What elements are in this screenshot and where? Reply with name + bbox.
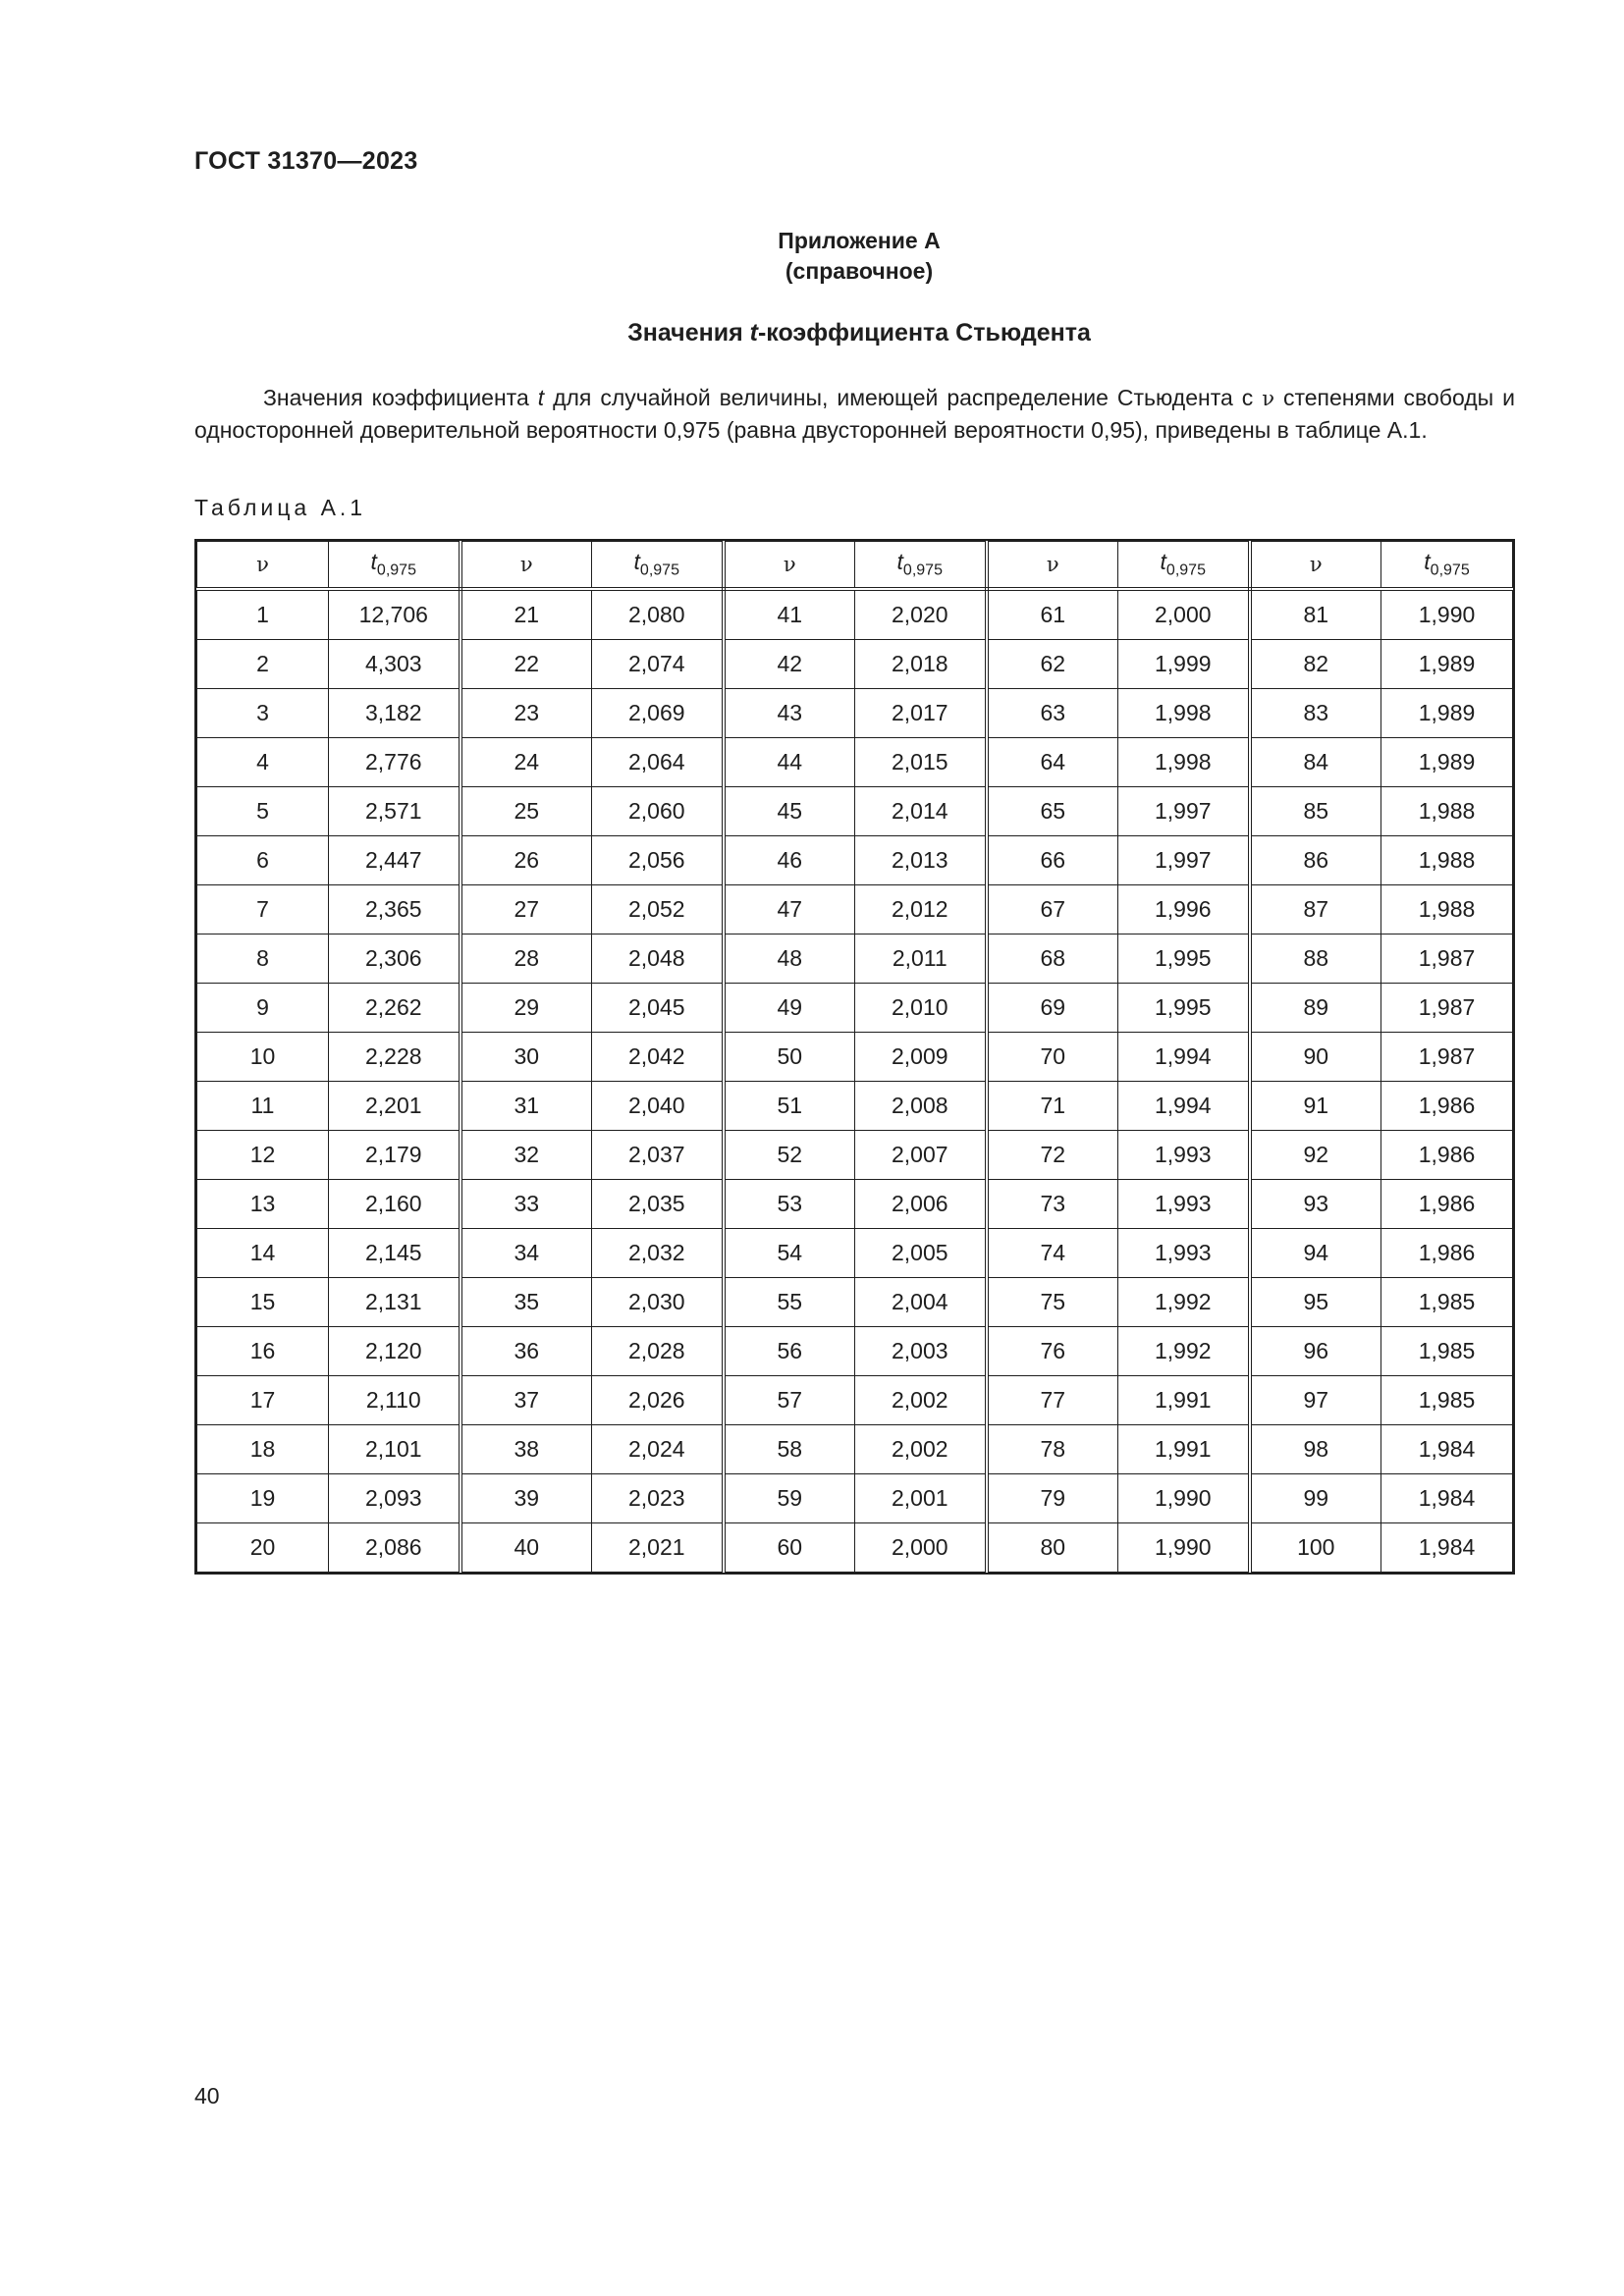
cell-t-value: 2,008	[855, 1082, 987, 1131]
cell-t-value: 2,009	[855, 1033, 987, 1082]
header-nu: ν	[460, 542, 592, 590]
table-row	[197, 1523, 1513, 1573]
cell-nu: 78	[987, 1425, 1118, 1474]
cell-t-value: 2,306	[329, 934, 460, 984]
cell-t-value: 1,989	[1381, 689, 1513, 738]
table-row	[197, 1131, 1513, 1180]
cell-nu: 74	[987, 1229, 1118, 1278]
cell-t-value: 1,992	[1118, 1327, 1250, 1376]
cell-t-value: 2,101	[329, 1425, 460, 1474]
cell-nu: 72	[987, 1131, 1118, 1180]
table-row	[197, 885, 1513, 934]
cell-nu: 30	[460, 1033, 592, 1082]
cell-nu: 6	[197, 836, 329, 885]
cell-t-value: 1,985	[1381, 1278, 1513, 1327]
cell-t-value: 4,303	[329, 640, 460, 689]
cell-t-value: 2,024	[592, 1425, 724, 1474]
cell-t-value: 1,984	[1381, 1474, 1513, 1523]
cell-nu: 69	[987, 984, 1118, 1033]
cell-t-value: 2,005	[855, 1229, 987, 1278]
table-body	[197, 589, 1513, 1573]
cell-nu: 28	[460, 934, 592, 984]
cell-nu: 91	[1250, 1082, 1381, 1131]
cell-nu: 73	[987, 1180, 1118, 1229]
cell-nu: 84	[1250, 738, 1381, 787]
cell-nu: 18	[197, 1425, 329, 1474]
cell-nu: 9	[197, 984, 329, 1033]
intro-paragraph	[194, 382, 1515, 446]
cell-t-value: 2,074	[592, 640, 724, 689]
cell-t-value: 2,069	[592, 689, 724, 738]
cell-nu: 27	[460, 885, 592, 934]
cell-nu: 31	[460, 1082, 592, 1131]
cell-t-value: 2,023	[592, 1474, 724, 1523]
cell-nu: 97	[1250, 1376, 1381, 1425]
heading-t-symbol: t	[749, 319, 758, 347]
header-t-symbol	[896, 549, 943, 579]
cell-nu: 12	[197, 1131, 329, 1180]
cell-nu: 82	[1250, 640, 1381, 689]
header-t-symbol	[1424, 549, 1470, 579]
table-row	[197, 1082, 1513, 1131]
cell-nu: 20	[197, 1523, 329, 1573]
header-nu: ν	[724, 542, 855, 590]
table-row	[197, 934, 1513, 984]
table-row	[197, 1180, 1513, 1229]
cell-t-value: 1,998	[1118, 738, 1250, 787]
cell-nu: 44	[724, 738, 855, 787]
appendix-heading	[47, 319, 1624, 347]
cell-t-value: 2,052	[592, 885, 724, 934]
cell-t-value: 2,145	[329, 1229, 460, 1278]
cell-nu: 11	[197, 1082, 329, 1131]
cell-t-value: 1,998	[1118, 689, 1250, 738]
cell-t-value: 1,985	[1381, 1327, 1513, 1376]
cell-nu: 62	[987, 640, 1118, 689]
cell-t-value: 2,365	[329, 885, 460, 934]
cell-nu: 15	[197, 1278, 329, 1327]
cell-nu: 34	[460, 1229, 592, 1278]
cell-t-value: 2,179	[329, 1131, 460, 1180]
cell-t-value: 2,093	[329, 1474, 460, 1523]
cell-t-value: 2,002	[855, 1425, 987, 1474]
cell-t-value: 1,988	[1381, 836, 1513, 885]
cell-t-value: 1,986	[1381, 1082, 1513, 1131]
cell-nu: 47	[724, 885, 855, 934]
student-t-table-frame	[194, 539, 1515, 1575]
table-row	[197, 1033, 1513, 1082]
cell-nu: 32	[460, 1131, 592, 1180]
cell-t-value: 2,032	[592, 1229, 724, 1278]
cell-t-value: 1,993	[1118, 1131, 1250, 1180]
intro-nu-symbol: ν	[1262, 387, 1274, 410]
cell-nu: 42	[724, 640, 855, 689]
cell-nu: 88	[1250, 934, 1381, 984]
cell-t-value: 1,984	[1381, 1425, 1513, 1474]
cell-t-value: 1,989	[1381, 738, 1513, 787]
cell-t-value: 2,010	[855, 984, 987, 1033]
cell-nu: 93	[1250, 1180, 1381, 1229]
cell-t-value: 2,006	[855, 1180, 987, 1229]
cell-t-value: 2,003	[855, 1327, 987, 1376]
cell-nu: 89	[1250, 984, 1381, 1033]
table-row	[197, 1327, 1513, 1376]
cell-nu: 43	[724, 689, 855, 738]
header-t-letter: t	[1424, 549, 1431, 575]
cell-nu: 4	[197, 738, 329, 787]
cell-nu: 13	[197, 1180, 329, 1229]
cell-t-value: 2,056	[592, 836, 724, 885]
cell-t-value: 2,017	[855, 689, 987, 738]
cell-t-value: 12,706	[329, 589, 460, 640]
cell-nu: 65	[987, 787, 1118, 836]
cell-nu: 5	[197, 787, 329, 836]
cell-nu: 80	[987, 1523, 1118, 1573]
cell-nu: 58	[724, 1425, 855, 1474]
cell-t-value: 2,045	[592, 984, 724, 1033]
cell-nu: 19	[197, 1474, 329, 1523]
cell-nu: 46	[724, 836, 855, 885]
cell-t-value: 1,990	[1118, 1474, 1250, 1523]
cell-t-value: 1,991	[1118, 1425, 1250, 1474]
header-nu: ν	[197, 542, 329, 590]
table-row	[197, 689, 1513, 738]
cell-nu: 85	[1250, 787, 1381, 836]
cell-t-value: 2,080	[592, 589, 724, 640]
cell-nu: 92	[1250, 1131, 1381, 1180]
cell-t-value: 2,018	[855, 640, 987, 689]
student-t-table	[196, 541, 1513, 1573]
cell-t-value: 2,228	[329, 1033, 460, 1082]
cell-t-value: 1,991	[1118, 1376, 1250, 1425]
cell-t-value: 2,004	[855, 1278, 987, 1327]
cell-t-value: 2,014	[855, 787, 987, 836]
header-t-symbol	[370, 549, 416, 579]
cell-nu: 26	[460, 836, 592, 885]
header-t-subscript: 0,975	[376, 561, 416, 579]
cell-t-value: 2,086	[329, 1523, 460, 1573]
cell-t-value: 2,028	[592, 1327, 724, 1376]
cell-nu: 56	[724, 1327, 855, 1376]
cell-t-value: 2,160	[329, 1180, 460, 1229]
cell-nu: 41	[724, 589, 855, 640]
header-t	[1118, 542, 1250, 590]
header-t-subscript: 0,975	[902, 561, 943, 579]
heading-post: -коэффициента Стьюдента	[757, 319, 1091, 347]
header-t-symbol	[1160, 549, 1206, 579]
cell-nu: 7	[197, 885, 329, 934]
cell-nu: 57	[724, 1376, 855, 1425]
cell-nu: 60	[724, 1523, 855, 1573]
cell-nu: 25	[460, 787, 592, 836]
cell-nu: 100	[1250, 1523, 1381, 1573]
cell-nu: 66	[987, 836, 1118, 885]
cell-nu: 54	[724, 1229, 855, 1278]
cell-t-value: 2,012	[855, 885, 987, 934]
cell-t-value: 1,989	[1381, 640, 1513, 689]
header-t	[855, 542, 987, 590]
table-row	[197, 1376, 1513, 1425]
header-t-letter: t	[370, 549, 377, 575]
table-row	[197, 738, 1513, 787]
table-row	[197, 1278, 1513, 1327]
cell-nu: 94	[1250, 1229, 1381, 1278]
cell-nu: 79	[987, 1474, 1118, 1523]
cell-t-value: 2,021	[592, 1523, 724, 1573]
cell-nu: 16	[197, 1327, 329, 1376]
cell-nu: 22	[460, 640, 592, 689]
cell-t-value: 2,120	[329, 1327, 460, 1376]
header-nu: ν	[1250, 542, 1381, 590]
cell-t-value: 1,994	[1118, 1033, 1250, 1082]
cell-nu: 1	[197, 589, 329, 640]
appendix-kind: (справочное)	[785, 258, 934, 284]
cell-nu: 37	[460, 1376, 592, 1425]
cell-t-value: 2,020	[855, 589, 987, 640]
cell-nu: 95	[1250, 1278, 1381, 1327]
cell-nu: 75	[987, 1278, 1118, 1327]
header-t-letter: t	[896, 549, 903, 575]
cell-nu: 49	[724, 984, 855, 1033]
cell-nu: 98	[1250, 1425, 1381, 1474]
intro-t-symbol: t	[537, 385, 545, 410]
heading-pre: Значения	[627, 319, 750, 347]
cell-t-value: 2,000	[1118, 589, 1250, 640]
cell-t-value: 1,990	[1381, 589, 1513, 640]
cell-t-value: 1,988	[1381, 885, 1513, 934]
cell-nu: 77	[987, 1376, 1118, 1425]
cell-nu: 2	[197, 640, 329, 689]
cell-nu: 61	[987, 589, 1118, 640]
cell-t-value: 1,986	[1381, 1131, 1513, 1180]
cell-t-value: 2,035	[592, 1180, 724, 1229]
cell-nu: 68	[987, 934, 1118, 984]
header-t-symbol	[633, 549, 679, 579]
cell-t-value: 2,048	[592, 934, 724, 984]
cell-t-value: 2,060	[592, 787, 724, 836]
cell-t-value: 1,986	[1381, 1229, 1513, 1278]
cell-nu: 50	[724, 1033, 855, 1082]
cell-t-value: 1,996	[1118, 885, 1250, 934]
cell-t-value: 2,015	[855, 738, 987, 787]
cell-t-value: 2,040	[592, 1082, 724, 1131]
cell-t-value: 2,571	[329, 787, 460, 836]
header-t-subscript: 0,975	[1430, 561, 1470, 579]
cell-t-value: 1,992	[1118, 1278, 1250, 1327]
cell-t-value: 1,994	[1118, 1082, 1250, 1131]
intro-text-1: Значения коэффициента	[263, 385, 538, 410]
table-row	[197, 640, 1513, 689]
cell-nu: 51	[724, 1082, 855, 1131]
cell-nu: 99	[1250, 1474, 1381, 1523]
appendix-title: Приложение А	[778, 228, 941, 253]
cell-t-value: 1,987	[1381, 934, 1513, 984]
cell-nu: 8	[197, 934, 329, 984]
header-t-letter: t	[633, 549, 640, 575]
cell-nu: 45	[724, 787, 855, 836]
cell-nu: 71	[987, 1082, 1118, 1131]
cell-t-value: 3,182	[329, 689, 460, 738]
cell-nu: 64	[987, 738, 1118, 787]
cell-t-value: 2,037	[592, 1131, 724, 1180]
cell-t-value: 1,997	[1118, 836, 1250, 885]
document-code: ГОСТ 31370—2023	[194, 147, 418, 175]
header-t-letter: t	[1160, 549, 1166, 575]
cell-nu: 55	[724, 1278, 855, 1327]
table-caption: Таблица А.1	[194, 495, 367, 520]
page-number: 40	[194, 2083, 220, 2109]
cell-nu: 14	[197, 1229, 329, 1278]
cell-nu: 63	[987, 689, 1118, 738]
header-t-subscript: 0,975	[639, 561, 679, 579]
cell-t-value: 2,447	[329, 836, 460, 885]
cell-t-value: 2,030	[592, 1278, 724, 1327]
cell-nu: 96	[1250, 1327, 1381, 1376]
cell-nu: 83	[1250, 689, 1381, 738]
header-nu: ν	[987, 542, 1118, 590]
cell-nu: 33	[460, 1180, 592, 1229]
cell-t-value: 1,987	[1381, 1033, 1513, 1082]
cell-t-value: 1,993	[1118, 1180, 1250, 1229]
cell-nu: 81	[1250, 589, 1381, 640]
cell-t-value: 1,990	[1118, 1523, 1250, 1573]
header-t	[592, 542, 724, 590]
table-row	[197, 984, 1513, 1033]
cell-t-value: 1,986	[1381, 1180, 1513, 1229]
cell-t-value: 2,042	[592, 1033, 724, 1082]
cell-t-value: 2,110	[329, 1376, 460, 1425]
cell-t-value: 2,131	[329, 1278, 460, 1327]
header-t	[1381, 542, 1513, 590]
cell-t-value: 2,000	[855, 1523, 987, 1573]
cell-nu: 67	[987, 885, 1118, 934]
intro-text-3: степенями свободы и односторонней доверительной вероятности 0,975 (равна двусторонней вероятности 0,95), приведены в таблице А.1.	[194, 385, 1516, 443]
table-row	[197, 589, 1513, 640]
table-row	[197, 787, 1513, 836]
table-header-row	[197, 542, 1513, 590]
cell-nu: 39	[460, 1474, 592, 1523]
cell-t-value: 2,262	[329, 984, 460, 1033]
header-t-subscript: 0,975	[1165, 561, 1206, 579]
cell-t-value: 2,001	[855, 1474, 987, 1523]
cell-nu: 35	[460, 1278, 592, 1327]
header-t	[329, 542, 460, 590]
cell-nu: 10	[197, 1033, 329, 1082]
cell-t-value: 2,201	[329, 1082, 460, 1131]
cell-nu: 29	[460, 984, 592, 1033]
cell-t-value: 2,011	[855, 934, 987, 984]
cell-nu: 48	[724, 934, 855, 984]
cell-nu: 21	[460, 589, 592, 640]
cell-t-value: 1,993	[1118, 1229, 1250, 1278]
cell-nu: 40	[460, 1523, 592, 1573]
cell-t-value: 1,985	[1381, 1376, 1513, 1425]
cell-t-value: 1,988	[1381, 787, 1513, 836]
intro-text-2: для случайной величины, имеющей распределение Стьюдента с	[544, 385, 1263, 410]
cell-t-value: 2,013	[855, 836, 987, 885]
table-row	[197, 1474, 1513, 1523]
cell-nu: 24	[460, 738, 592, 787]
cell-t-value: 2,064	[592, 738, 724, 787]
cell-t-value: 1,997	[1118, 787, 1250, 836]
cell-nu: 23	[460, 689, 592, 738]
cell-nu: 76	[987, 1327, 1118, 1376]
cell-nu: 86	[1250, 836, 1381, 885]
cell-t-value: 1,999	[1118, 640, 1250, 689]
cell-nu: 17	[197, 1376, 329, 1425]
cell-nu: 90	[1250, 1033, 1381, 1082]
cell-t-value: 2,026	[592, 1376, 724, 1425]
cell-nu: 70	[987, 1033, 1118, 1082]
cell-nu: 52	[724, 1131, 855, 1180]
table-row	[197, 836, 1513, 885]
table-row	[197, 1229, 1513, 1278]
cell-nu: 38	[460, 1425, 592, 1474]
table-row	[197, 1425, 1513, 1474]
cell-t-value: 1,987	[1381, 984, 1513, 1033]
cell-nu: 87	[1250, 885, 1381, 934]
cell-nu: 3	[197, 689, 329, 738]
cell-t-value: 1,995	[1118, 934, 1250, 984]
cell-t-value: 1,995	[1118, 984, 1250, 1033]
cell-t-value: 1,984	[1381, 1523, 1513, 1573]
cell-t-value: 2,002	[855, 1376, 987, 1425]
cell-nu: 36	[460, 1327, 592, 1376]
cell-nu: 53	[724, 1180, 855, 1229]
cell-nu: 59	[724, 1474, 855, 1523]
cell-t-value: 2,007	[855, 1131, 987, 1180]
cell-t-value: 2,776	[329, 738, 460, 787]
